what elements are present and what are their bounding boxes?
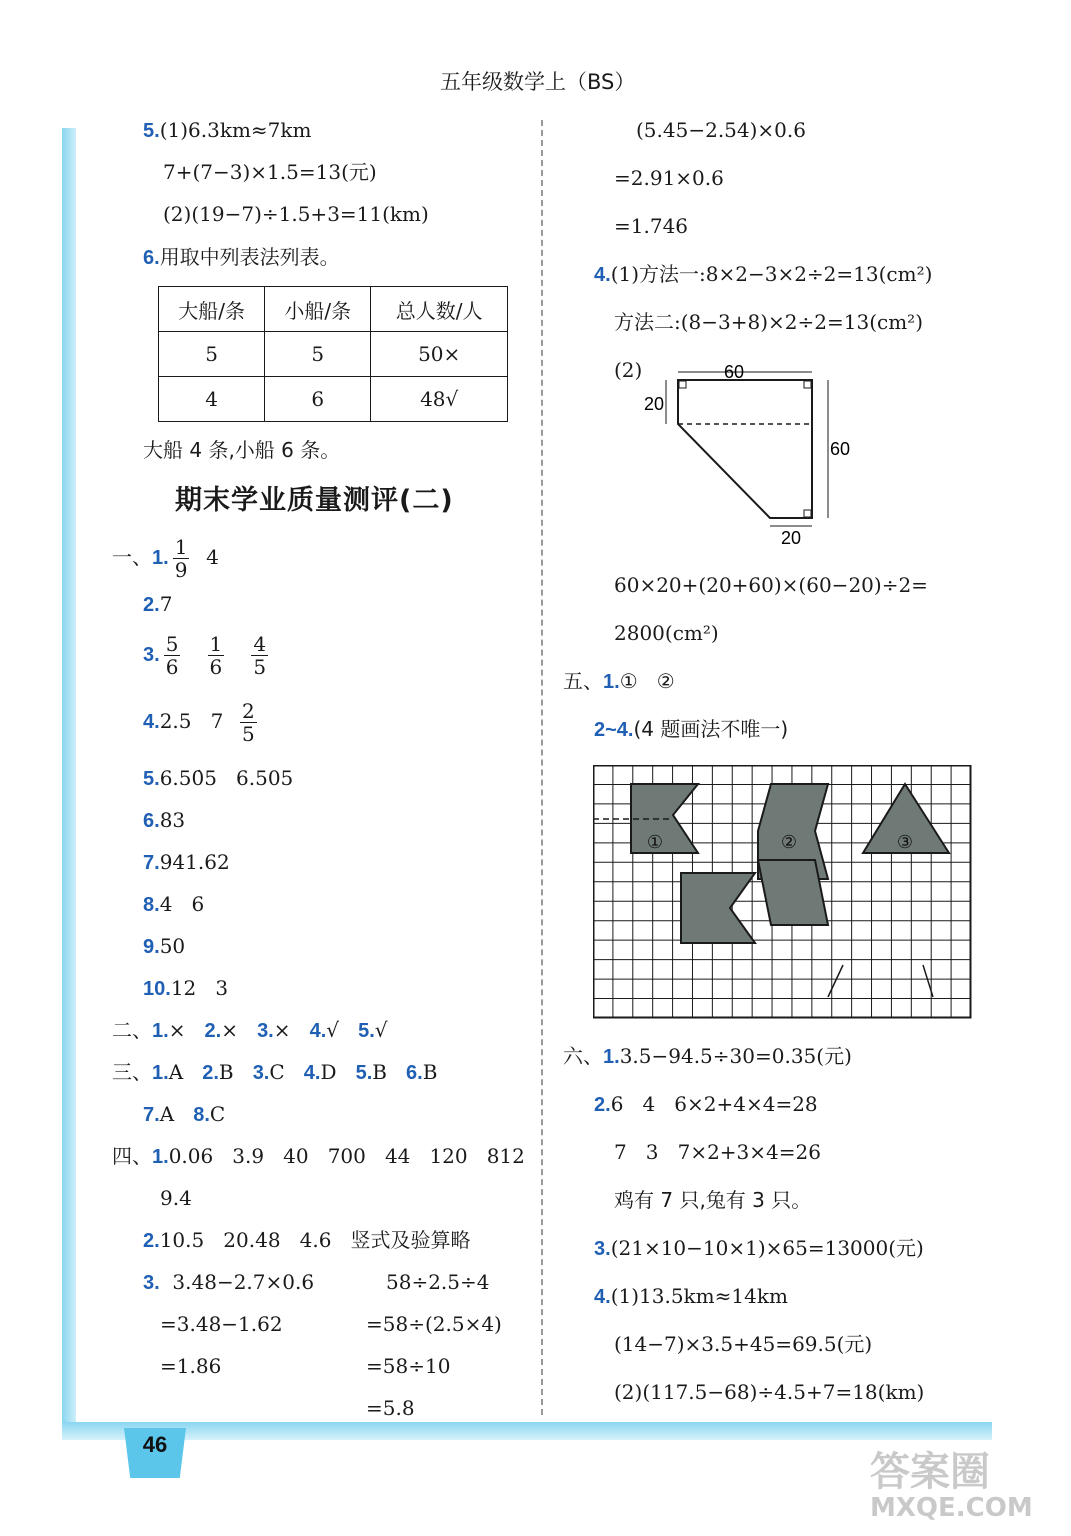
part4-q3-b4: =5.8: [366, 1396, 415, 1420]
page-bottom-bar: [62, 1422, 992, 1440]
table-header-cell: 小船/条: [265, 287, 371, 332]
table-cell: 6: [265, 377, 371, 422]
part6-q3: 3.(21×10−10×1)×65=13000(元): [594, 1236, 924, 1260]
fraction: $\frac{1}{6}$: [209, 632, 223, 679]
right-q4-line2: 方法二:(8−3+8)×2÷2=13(cm²): [614, 310, 923, 334]
trapezoid-shape: [678, 380, 812, 518]
part3-line2: 7.A 8.C: [143, 1102, 226, 1126]
watermark: 答案圈 MXQE.COM: [870, 1449, 1033, 1523]
part1-q3: 3. $\frac{5}{6}$ $\frac{1}{6}$ $\frac{4}{5}$: [143, 632, 267, 679]
dim-label-right: 60: [829, 439, 851, 459]
right-calc-line2: =2.91×0.6: [614, 166, 724, 190]
part2-line: 二、1.× 2.× 3.× 4.√ 5.√: [112, 1018, 388, 1042]
partial-line: [828, 965, 843, 997]
shape-2-moved: [758, 860, 828, 925]
trapezoid-diagram: [630, 358, 860, 553]
right-angle-mark: [804, 510, 811, 517]
part4-q1-line1: 四、1.0.06 3.9 40 700 44 120 812: [112, 1144, 525, 1168]
page-number: 46: [142, 1432, 168, 1457]
dim-label-left: 20: [643, 394, 665, 414]
right-calc-line3: =1.746: [614, 214, 689, 238]
right-q4-line1: 4.(1)方法一:8×2−3×2÷2=13(cm²): [594, 262, 933, 286]
fraction: $\frac{2}{5}$: [242, 699, 255, 746]
part6-q2-line1: 2.6 4 6×2+4×4=28: [594, 1092, 818, 1116]
table-cell: 5: [159, 332, 265, 377]
left-q5-line3: (2)(19−7)÷1.5+3=11(km): [163, 202, 429, 226]
part1-q4: 4.2.5 7 $\frac{2}{5}$: [143, 699, 255, 746]
ship-table: [158, 286, 508, 422]
part4-q1-line2: 9.4: [160, 1186, 192, 1210]
part1-q10: 10.12 3: [143, 976, 229, 1000]
fraction: $\frac{4}{5}$: [253, 632, 267, 679]
part1-q9: 9.50: [143, 934, 186, 958]
table-cell: 50×: [371, 332, 508, 377]
part4-q3-line1: 3. 3.48−2.7×0.6: [143, 1270, 315, 1294]
part4-q3-b3: =58÷10: [366, 1354, 451, 1378]
table-cell: 4: [159, 377, 265, 422]
shape-1-moved: [681, 873, 755, 943]
part1-q5: 5.6.50̇5 6.505: [143, 766, 294, 790]
left-q5-line2: 7+(7−3)×1.5=13(元): [163, 160, 377, 184]
part6-q1: 六、1.3.5−94.5÷30=0.35(元): [563, 1044, 852, 1068]
section-title: 期末学业质量测评(二): [175, 485, 454, 516]
table-header-cell: 总人数/人: [371, 287, 508, 332]
shape-label-1: ①: [646, 832, 664, 853]
part1-q7: 7.941.62: [143, 850, 230, 874]
part6-q4-line3: (2)(117.5−68)÷4.5+7=18(km): [614, 1380, 925, 1404]
page-left-bar: [62, 128, 76, 1428]
dim-label-top: 60: [723, 362, 745, 382]
table-cell: 48√: [371, 377, 508, 422]
part4-q3-b2: =58÷(2.5×4): [366, 1312, 502, 1336]
part6-q4-line2: (14−7)×3.5+45=69.5(元): [614, 1332, 873, 1356]
transformation-grid: [593, 765, 973, 1019]
part6-q4-line1: 4.(1)13.5km≈14km: [594, 1284, 788, 1308]
part1-q8: 8.4 6: [143, 892, 205, 916]
part6-q2-line3: 鸡有 7 只,兔有 3 只。: [614, 1188, 812, 1212]
right-q4-line3: (2): [614, 358, 643, 382]
table-row: [159, 332, 508, 377]
part1-q2: 2.7: [143, 592, 173, 616]
fraction: $\frac{1}{9}$: [174, 535, 188, 582]
part3-line1: 三、1.A 2.B 3.C 4.D 5.B 6.B: [112, 1060, 438, 1084]
page-header: 五年级数学上（BS）: [440, 70, 636, 94]
table-header-cell: 大船/条: [159, 287, 265, 332]
part4-q3-a3: =1.86: [160, 1354, 222, 1378]
shape-label-2: ②: [780, 832, 798, 853]
left-q6-line: 6.用取中列表法列表。: [143, 245, 340, 269]
fraction: $\frac{5}{6}$: [165, 632, 179, 679]
part1-q1: 一、1. $\frac{1}{9}$ 4: [112, 535, 219, 582]
dim-label-bottom: 20: [780, 528, 802, 548]
right-q4-line4: 60×20+(20+60)×(60−20)÷2=: [614, 573, 928, 597]
part4-q3-b1: 58÷2.5÷4: [386, 1270, 490, 1294]
part1-q6: 6.83: [143, 808, 186, 832]
part4-q2: 2.10.5 20.4̇8 4.6 竖式及验算略: [143, 1228, 471, 1252]
right-angle-mark: [679, 381, 686, 388]
part6-q2-line2: 7 3 7×2+3×4=26: [614, 1140, 821, 1164]
part5-q24: 2~4.(4 题画法不唯一): [594, 717, 789, 741]
left-q6-answer: 大船 4 条,小船 6 条。: [143, 438, 341, 462]
part5-q1: 五、1.① ②: [563, 669, 675, 693]
right-calc-line1: (5.45−2.54)×0.6: [636, 118, 806, 142]
table-row: [159, 377, 508, 422]
right-angle-mark: [804, 381, 811, 388]
table-cell: 5: [265, 332, 371, 377]
left-q5-line1: 5.(1)6.3km≈7km: [143, 118, 312, 142]
right-q4-line5: 2800(cm²): [614, 621, 719, 645]
shape-label-3: ③: [896, 832, 914, 853]
column-divider: [541, 120, 543, 1415]
table-header-row: [159, 287, 508, 332]
part4-q3-a2: =3.48−1.62: [160, 1312, 283, 1336]
